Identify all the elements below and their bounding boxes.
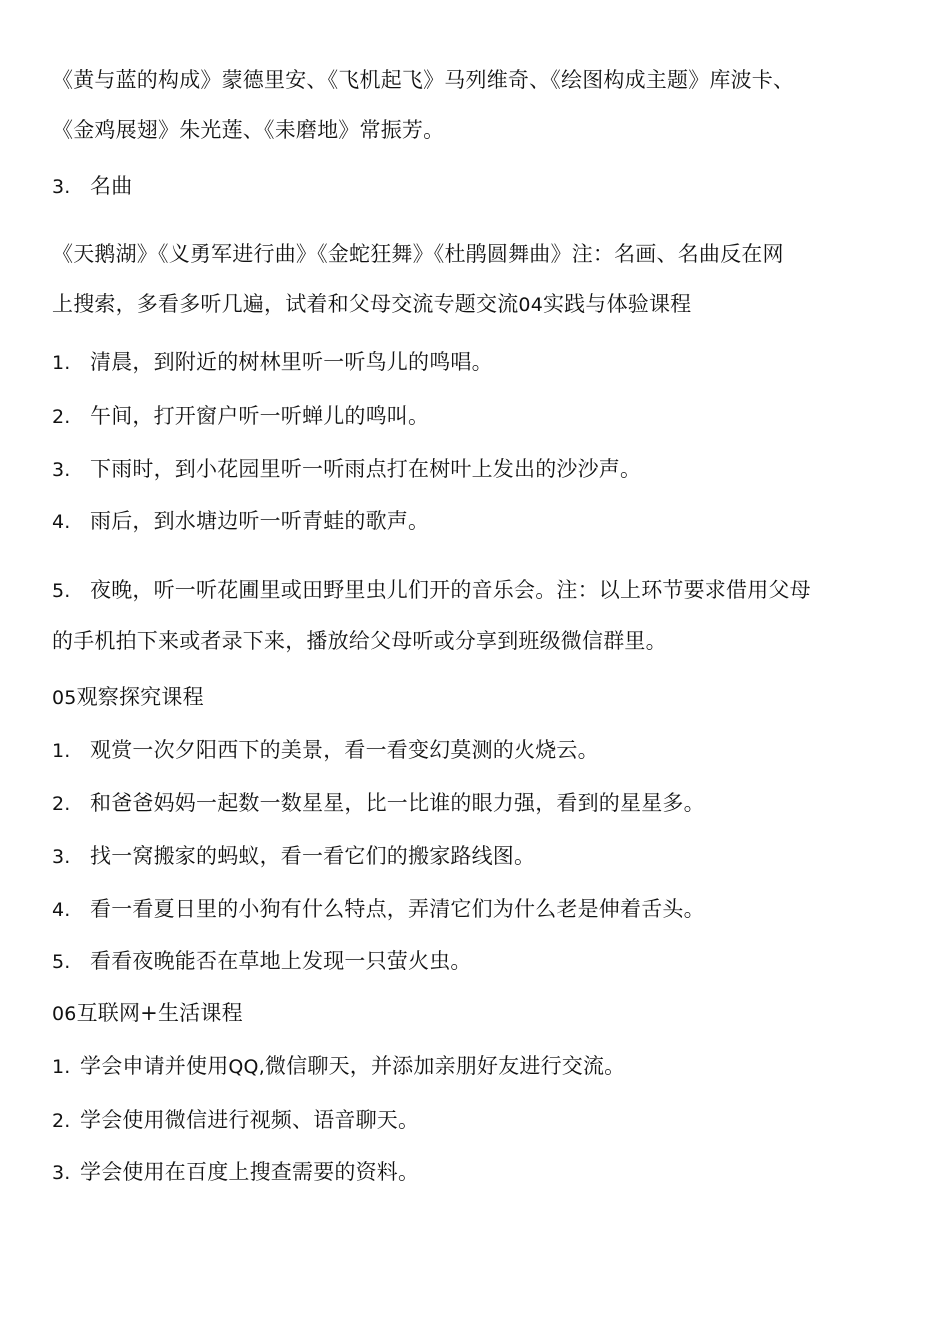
observe-item-text: 和爸爸妈妈一起数一数星星，比一比谁的眼力强，看到的星星多。: [90, 791, 705, 815]
practice-item-5: [52, 576, 902, 605]
internet-item-latin: QQ,: [228, 1056, 265, 1078]
music-line-2-text-a: 上搜索，多看多听几遍，试着和父母交流专题交流: [52, 292, 519, 316]
internet-item-text-b: 微信聊天，并添加亲朋好友进行交流。: [264, 1054, 626, 1078]
observe-item-number: 2.: [52, 793, 71, 815]
music-line-2-code: 04: [518, 294, 543, 316]
observe-item-2: [52, 789, 902, 818]
internet-item-number: 1.: [52, 1056, 71, 1078]
practice-note-continuation: 的手机拍下来或者录下来，播放给父母听或分享到班级微信群里。: [52, 629, 667, 653]
internet-heading: [52, 999, 902, 1028]
paintings-line-1: 《黄与蓝的构成》蒙德里安、《飞机起飞》马列维奇、《绘图构成主题》库波卡、: [52, 68, 795, 92]
observe-item-text: 看看夜晚能否在草地上发现一只萤火虫。: [90, 949, 472, 973]
observe-item-number: 4.: [52, 899, 71, 921]
observe-heading-title: 观察探究课程: [76, 685, 204, 709]
internet-item-2: [52, 1106, 902, 1135]
practice-item-number: 4.: [52, 511, 71, 533]
practice-item-text: 清晨，到附近的树林里听一听鸟儿的鸣唱。: [90, 350, 493, 374]
practice-item-3: [52, 455, 902, 484]
observe-item-text: 看一看夏日里的小狗有什么特点，弄清它们为什么老是伸着舌头。: [90, 897, 705, 921]
observe-item-text: 观赏一次夕阳西下的美景，看一看变幻莫测的火烧云。: [90, 738, 599, 762]
observe-item-5: [52, 947, 902, 976]
internet-heading-title: 互联网+生活课程: [76, 1001, 243, 1025]
practice-item-number: 5.: [52, 580, 71, 602]
practice-item-text: 下雨时，到小花园里听一听雨点打在树叶上发出的沙沙声。: [90, 457, 642, 481]
practice-item-1: [52, 348, 902, 377]
observe-item-4: [52, 895, 902, 924]
practice-item-number: 1.: [52, 352, 71, 374]
observe-item-1: [52, 736, 902, 765]
music-line-1: 《天鹅湖》《义勇军进行曲》《金蛇狂舞》《杜鹃圆舞曲》注：名画、名曲反在网: [52, 242, 784, 266]
music-heading-number: 3.: [52, 176, 71, 198]
music-heading-title: 名曲: [90, 174, 133, 198]
observe-item-number: 3.: [52, 846, 71, 868]
music-heading: [52, 172, 902, 201]
internet-heading-code: 06: [52, 1003, 77, 1025]
observe-item-number: 1.: [52, 740, 71, 762]
internet-item-text-a: 学会使用微信进行视频、语音聊天。: [80, 1108, 420, 1132]
music-line-2-text-b: 实践与体验课程: [542, 292, 692, 316]
practice-item-number: 3.: [52, 459, 71, 481]
internet-item-number: 3.: [52, 1162, 71, 1184]
music-line-2: [52, 290, 902, 319]
practice-item-text: 夜晚，听一听花圃里或田野里虫儿们开的音乐会。注：以上环节要求借用父母: [90, 578, 811, 602]
observe-item-number: 5.: [52, 951, 71, 973]
observe-item-text: 找一窝搬家的蚂蚁，看一看它们的搬家路线图。: [90, 844, 536, 868]
practice-item-text: 雨后，到水塘边听一听青蛙的歌声。: [90, 509, 430, 533]
practice-item-2: [52, 402, 902, 431]
observe-heading-code: 05: [52, 687, 77, 709]
observe-item-3: [52, 842, 902, 871]
internet-item-1: [52, 1052, 902, 1081]
internet-item-3: [52, 1158, 902, 1187]
internet-item-number: 2.: [52, 1110, 71, 1132]
practice-item-text: 午间，打开窗户听一听蝉儿的鸣叫。: [90, 404, 430, 428]
observe-heading: [52, 683, 902, 712]
practice-item-number: 2.: [52, 406, 71, 428]
internet-item-text-a: 学会申请并使用: [80, 1054, 229, 1078]
paintings-line-2: 《金鸡展翅》朱光莲、《耒磨地》常振芳。: [52, 118, 445, 142]
practice-item-4: [52, 507, 902, 536]
internet-item-text-a: 学会使用在百度上搜查需要的资料。: [80, 1160, 420, 1184]
